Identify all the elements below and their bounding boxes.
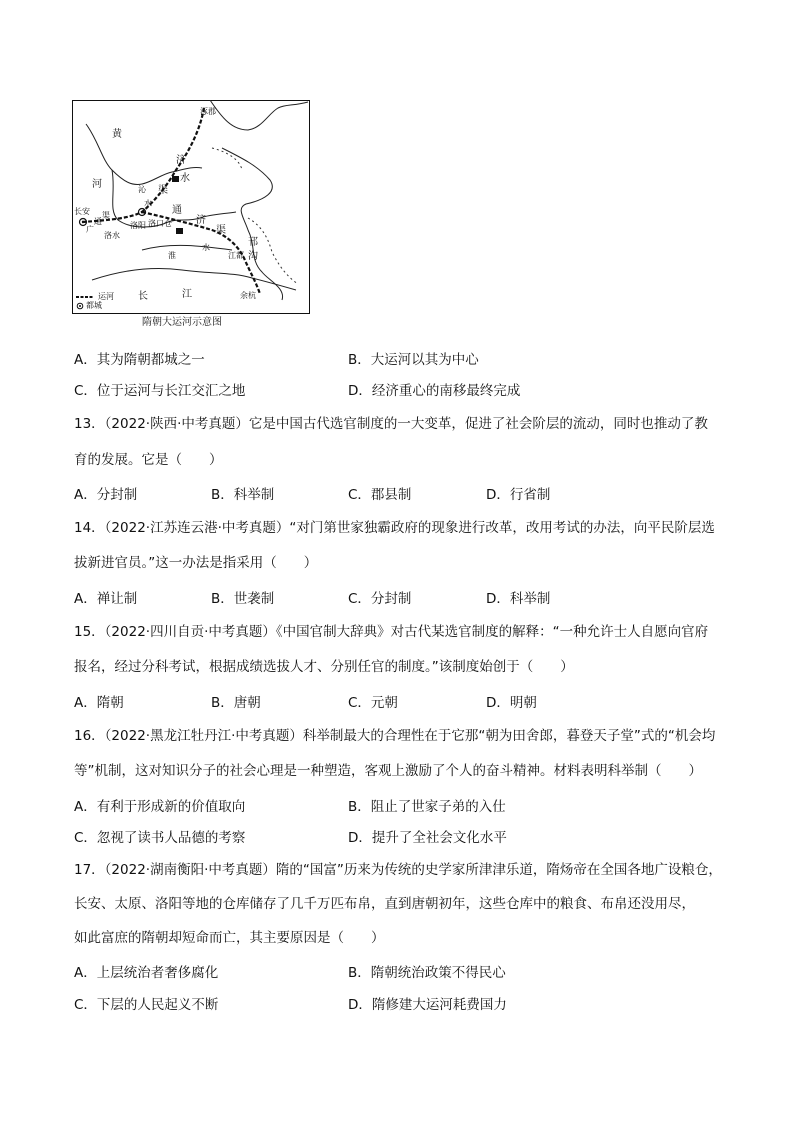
map-caption: 隋朝大运河示意图 [142, 317, 222, 328]
map-label-jiang1: 长 [138, 291, 148, 302]
q13-stem-line1: 13．（2022·陕西·中考真题）它是中国古代选官制度的一大变革，促进了社会阶层的流动，同时也推动了教 [74, 416, 708, 432]
q16-stem-line1: 16．（2022·黑龙江牡丹江·中考真题）科举制最大的合理性在于它那“朝为田舍郎，暮登天子堂”式的“机会均 [74, 728, 716, 744]
map-label-he: 河 [92, 179, 102, 190]
q14-option-d[interactable]: D．科举制 [486, 591, 551, 607]
q15-option-d[interactable]: D．明朝 [486, 695, 537, 711]
map-label-han: 邗 [248, 237, 258, 248]
q13-option-b[interactable]: B．科举制 [211, 487, 275, 503]
legend-capital-label: 都城 [86, 301, 102, 310]
map-label-guang: 广 [86, 225, 94, 234]
q16-option-d[interactable]: D．提升了全社会文化水平 [348, 830, 507, 846]
map-label-huang: 黄 [112, 129, 122, 140]
q14-stem-line2: 拔新进官员。”这一办法是指采用（ ） [74, 555, 318, 571]
q16-option-c[interactable]: C．忽视了读书人品德的考察 [74, 830, 246, 846]
map-label-jiangdu: 江都 [228, 251, 244, 260]
q17-stem-line3: 如此富庶的隋朝却短命而亡，其主要原因是（ ） [74, 930, 385, 946]
map-label-changan: 长安 [74, 207, 90, 216]
q12-option-a[interactable]: A．其为隋朝都城之一 [74, 352, 205, 368]
q17-stem-line1: 17．（2022·湖南衡阳·中考真题）隋的“国富”历来为传统的史学家所津津乐道，隋炀帝在全国各地广设粮仓， [74, 862, 722, 878]
map-label-tong2: 通 [94, 217, 102, 226]
q17-option-b[interactable]: B．隋朝统治政策不得民心 [348, 965, 506, 981]
map-label-shui1: 水 [180, 173, 190, 184]
sui-canal-map [72, 100, 310, 328]
q16-option-b[interactable]: B．阻止了世家子弟的入仕 [348, 799, 506, 815]
map-label-luoyang: 洛阳 [130, 221, 146, 230]
map-drawing [72, 100, 310, 312]
q13-stem-line2: 育的发展。它是（ ） [74, 452, 223, 468]
map-label-shui3: 水 [202, 243, 210, 252]
q16-option-a[interactable]: A．有利于形成新的价值取向 [74, 799, 246, 815]
map-label-qu1: 渠 [158, 185, 168, 196]
map-label-qu2: 渠 [216, 225, 226, 236]
q13-option-a[interactable]: A．分封制 [74, 487, 138, 503]
q16-stem-line2: 等”机制，这对知识分子的社会心理是一种塑造，客观上激励了个人的奋斗精神。材料表明科举制（ ） [74, 763, 702, 779]
map-label-qin: 沁 [138, 185, 146, 194]
map-label-jiang2: 江 [182, 289, 192, 300]
q14-stem-line1: 14．（2022·江苏连云港·中考真题）“对门第世家独霸政府的现象进行改革，改用考试的办法，向平民阶层选 [74, 520, 715, 536]
map-label-luokoucang: 洛口仓 [148, 219, 172, 228]
q15-option-a[interactable]: A．隋朝 [74, 695, 124, 711]
q17-option-d[interactable]: D．隋修建大运河耗费国力 [348, 997, 507, 1013]
q17-option-c[interactable]: C．下层的人民起义不断 [74, 997, 219, 1013]
q13-option-c[interactable]: C．郡县制 [348, 487, 412, 503]
map-label-shui2: 水 [144, 199, 152, 208]
map-label-yuhang: 余杭 [240, 291, 256, 300]
map-label-luoshui: 洛水 [104, 231, 120, 240]
q14-option-a[interactable]: A．禅让制 [74, 591, 138, 607]
q15-stem-line2: 报名，经过分科考试，根据成绩选拔人才、分别任官的制度。”该制度始创于（ ） [74, 659, 574, 675]
q13-option-d[interactable]: D．行省制 [486, 487, 551, 503]
legend-canal-label: 运河 [98, 292, 114, 301]
map-label-ji1: 济 [176, 155, 186, 166]
q14-option-c[interactable]: C．分封制 [348, 591, 412, 607]
q15-stem-line1: 15．（2022·四川自贡·中考真题）《中国官制大辞典》对古代某选官制度的解释：“一种允许士人自愿向官府 [74, 624, 709, 640]
map-label-gou: 沟 [248, 251, 258, 262]
q12-option-b[interactable]: B．大运河以其为中心 [348, 352, 479, 368]
map-label-tong: 通 [172, 205, 182, 216]
q17-stem-line2: 长安、太原、洛阳等地的仓库储存了几千万匹布帛，直到唐朝初年，这些仓库中的粮食、布帛还没用尽， [74, 896, 695, 912]
map-label-qu3: 渠 [102, 211, 110, 220]
q12-option-c[interactable]: C．位于运河与长江交汇之地 [74, 383, 246, 399]
q17-option-a[interactable]: A．上层统治者奢侈腐化 [74, 965, 219, 981]
map-label-huai: 淮 [168, 251, 176, 260]
q12-option-d[interactable]: D．经济重心的南移最终完成 [348, 383, 521, 399]
map-label-zhuojun: 涿郡 [200, 107, 216, 116]
map-label-ji2: 济 [196, 215, 206, 226]
q14-option-b[interactable]: B．世袭制 [211, 591, 275, 607]
q15-option-c[interactable]: C．元朝 [348, 695, 398, 711]
q15-option-b[interactable]: B．唐朝 [211, 695, 261, 711]
